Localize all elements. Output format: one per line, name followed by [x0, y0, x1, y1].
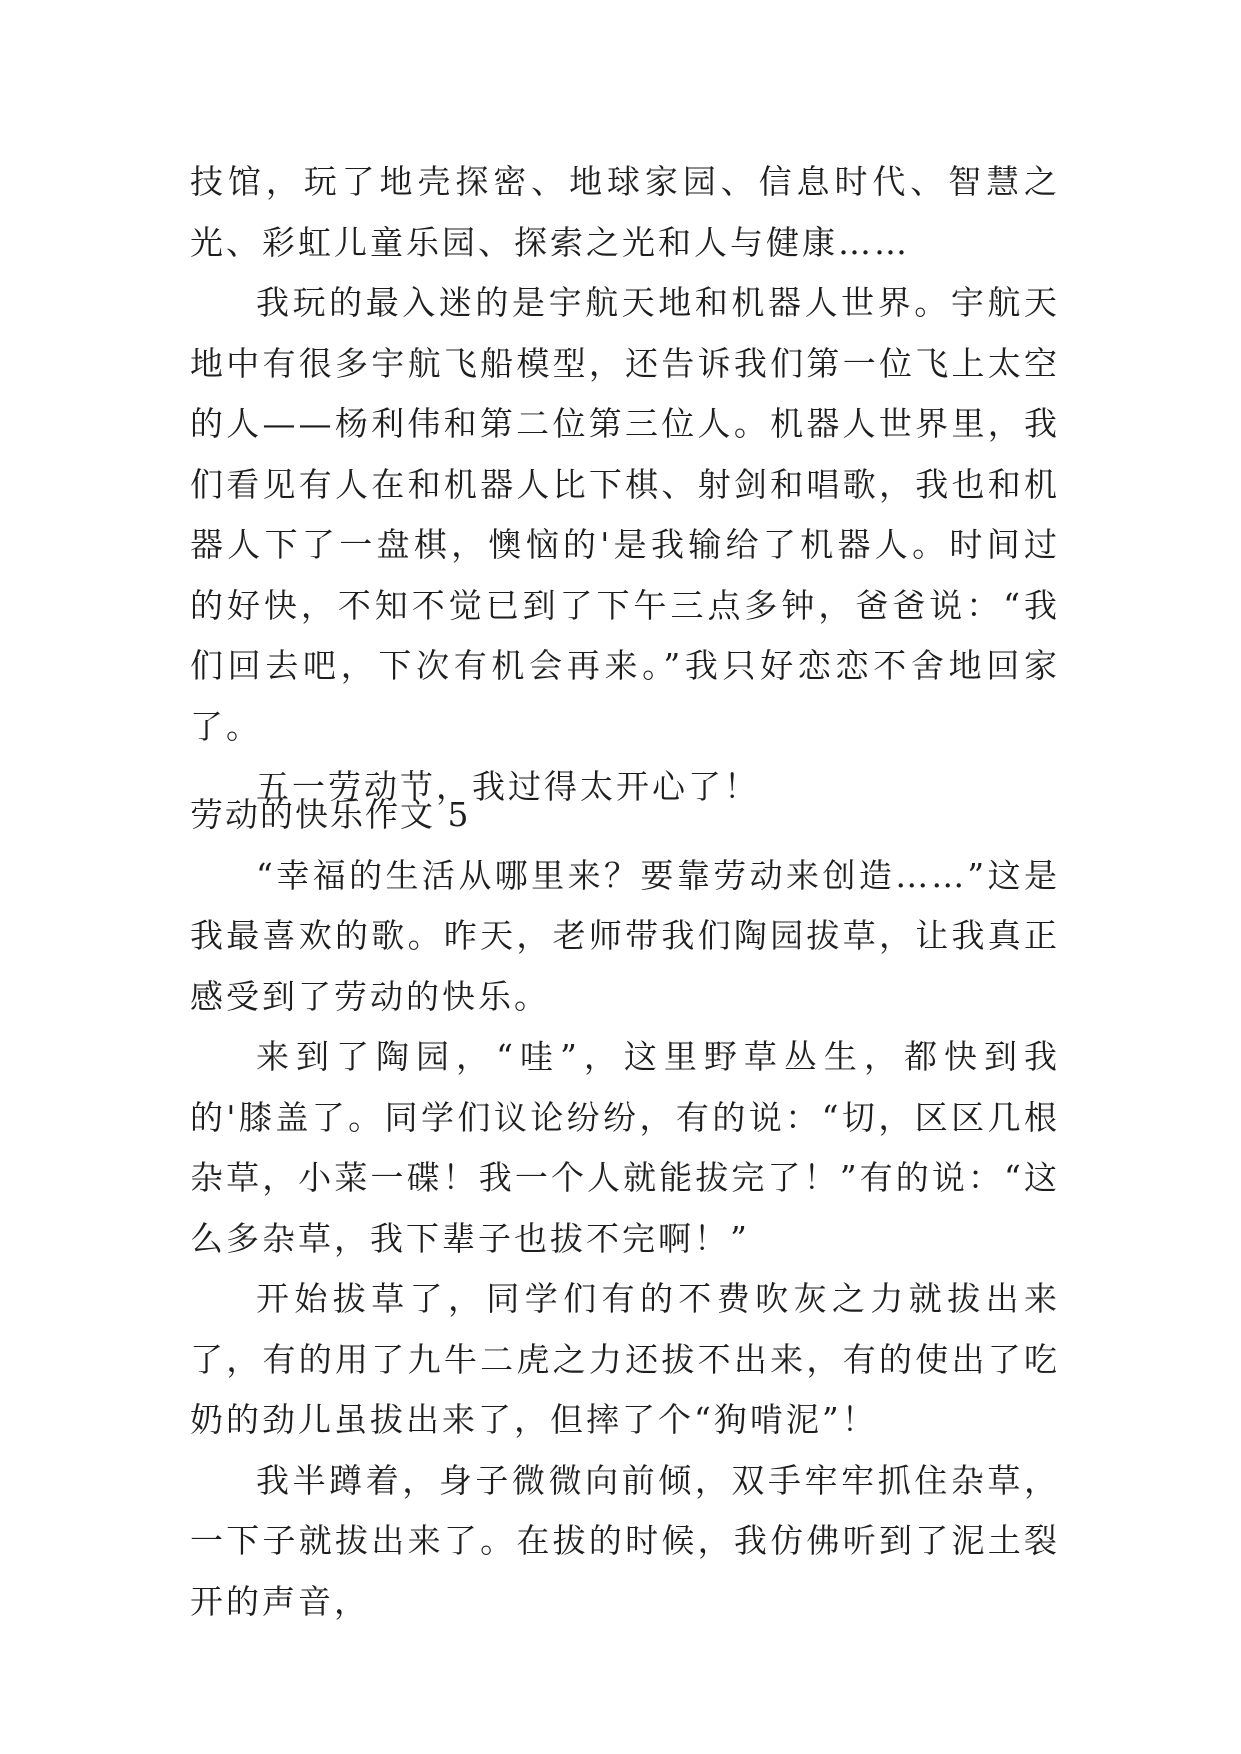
paragraph-space-and-robots: 我玩的最入迷的是宇航天地和机器人世界。宇航天地中有很多宇航飞船模型，还告诉我们第一位飞上太空的人——杨利伟和第二位第三位人。机器人世界里，我们看见有人在和机器人比下棋、射剑和唱歌，我也和机器人下了一盘棋，懊恼的'是我输给了机器人。时间过的好快，不知不觉已到了下午三点多钟，爸爸说：“我们回去吧，下次有机会再来。”我只好恋恋不舍地回家了。: [190, 283, 1060, 746]
essay-section-5: [190, 785, 1060, 1632]
paragraph-labor-day-conclusion: 五一劳动节，我过得太开心了！: [256, 767, 760, 806]
paragraph-start-weeding: 开始拔草了，同学们有的不费吹灰之力就拔出来了，有的用了九牛二虎之力还拔不出来，有的使出了吃奶的劲儿虽拔出来了，但摔了个“狗啃泥”！: [190, 1279, 1060, 1439]
paragraph-museum-exhibits: 技馆，玩了地壳探密、地球家园、信息时代、智慧之光、彩虹儿童乐园、探索之光和人与健康……: [190, 162, 1060, 262]
paragraph-arrive-garden: 来到了陶园，“哇”，这里野草丛生，都快到我的'膝盖了。同学们议论纷纷，有的说：“切，区区几根杂草，小菜一碟！我一个人就能拔完了！”有的说：“这么多杂草，我下辈子也拔不完啊！”: [190, 1037, 1060, 1258]
paragraph-happy-life-song: “幸福的生活从哪里来？要靠劳动来创造……”这是我最喜欢的歌。昨天，老师带我们陶园拔草，让我真正感受到了劳动的快乐。: [190, 855, 1060, 1016]
essay-section-continued: [190, 152, 1060, 818]
essay-title: 劳动的快乐作文 5: [190, 795, 471, 834]
paragraph-my-weeding: 我半蹲着，身子微微向前倾，双手牢牢抓住杂草，一下子就拔出来了。在拔的时候，我仿佛听到了泥土裂开的声音，: [190, 1460, 1060, 1621]
